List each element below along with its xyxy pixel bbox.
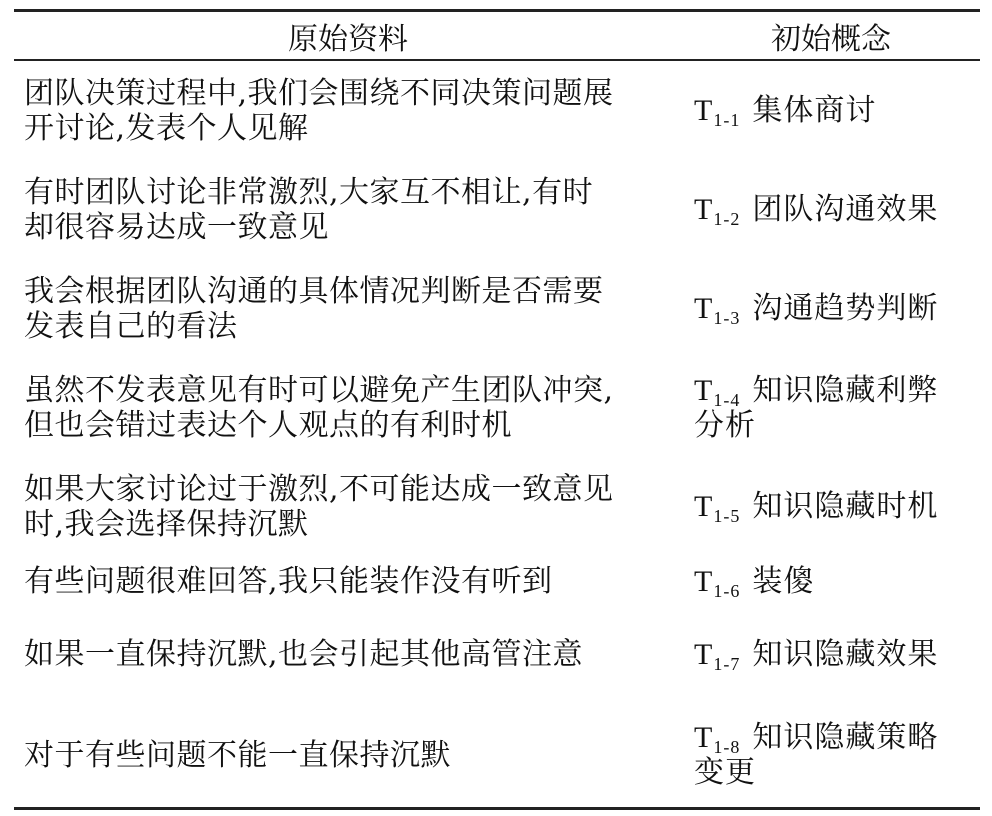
source-line: 有时团队讨论非常激烈,大家互不相让,有时 [24,174,594,210]
concept-code: $T_{1-5}$ [694,490,741,526]
concept-label: 沟通趋势判断 [752,291,939,326]
source-line: 发表自己的看法 [24,308,238,344]
header-source-material: 原始资料 [288,21,408,57]
concept-code: $T_{1-3}$ [694,292,741,328]
table-row [14,259,980,358]
concept-label-continued: 分析 [694,407,756,443]
concept-cell [682,358,980,457]
source-line: 却很容易达成一致意见 [24,209,329,245]
table-row [14,160,980,259]
source-line: 团队决策过程中,我们会围绕不同决策问题展 [24,75,614,111]
source-cell [14,259,682,358]
table-row [14,556,980,606]
source-line: 时,我会选择保持沉默 [24,506,309,542]
concept-cell [682,606,980,703]
concept-cell [682,259,980,358]
concept-label: 知识隐藏效果 [752,637,939,672]
source-cell [14,160,682,259]
concept-code: $T_{1-8}$ [694,721,741,757]
concept-label: 知识隐藏策略 [752,720,939,755]
concept-label: 团队沟通效果 [752,192,939,227]
concept-cell [682,556,980,606]
concept-label: 集体商讨 [752,93,877,128]
table-row [14,61,980,160]
source-cell [14,703,682,807]
concept-label: 知识隐藏利弊 [752,372,939,408]
concept-cell [682,457,980,556]
table-row [14,358,980,457]
source-line: 对于有些问题不能一直保持沉默 [24,737,451,773]
concept-cell [682,160,980,259]
table-row [14,457,980,556]
concept-code: $T_{1-7}$ [694,638,741,674]
concept-code: $T_{1-2}$ [694,193,741,229]
table-row [14,606,980,703]
source-cell [14,457,682,556]
source-line: 但也会错过表达个人观点的有利时机 [24,407,512,443]
source-cell [14,556,682,606]
table-bottom-rule [14,807,980,810]
concept-code: $T_{1-6}$ [694,564,741,601]
source-line: 如果大家讨论过于激烈,不可能达成一致意见 [24,471,614,507]
concept-code: $T_{1-1}$ [694,94,741,130]
concept-code: $T_{1-4}$ [694,373,741,410]
source-line: 开讨论,发表个人见解 [24,110,309,146]
table-header [14,12,980,59]
concept-cell [682,703,980,807]
header-initial-concept: 初始概念 [771,21,891,57]
concept-label: 知识隐藏时机 [752,489,939,524]
source-cell [14,358,682,457]
table-row [14,703,980,807]
concept-label-continued: 变更 [694,755,756,790]
concept-label: 装傻 [752,563,815,599]
source-cell [14,606,682,703]
concept-table [14,9,980,810]
source-line: 虽然不发表意见有时可以避免产生团队冲突, [24,372,614,408]
source-cell [14,61,682,160]
source-line: 我会根据团队沟通的具体情况判断是否需要 [24,273,604,309]
source-line: 如果一直保持沉默,也会引起其他高管注意 [24,637,584,672]
concept-cell [682,61,980,160]
source-line: 有些问题很难回答,我只能装作没有听到 [24,563,553,599]
